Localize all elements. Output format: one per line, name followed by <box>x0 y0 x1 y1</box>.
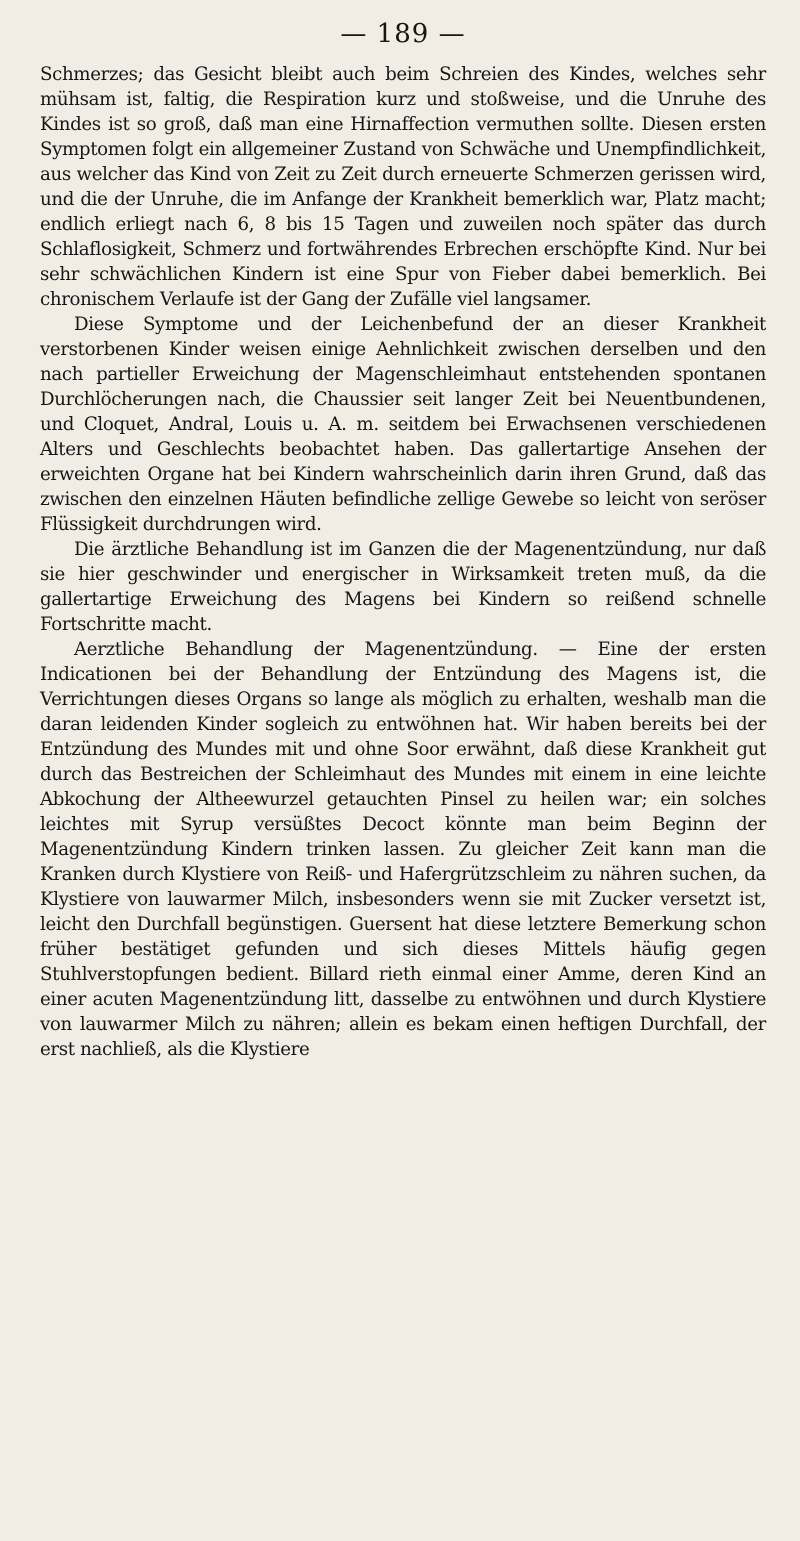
page-number: — 189 — <box>340 19 466 49</box>
paragraph-2: Diese Symptome und der Leichenbefund der an dieser Krankheit verstorbenen Kinder weisen einige Aehnlichkeit zwischen derselben und den nach partieller Erweichung der Magenschleimhaut entstehenden spontanen Durchlöcherungen nach, die Chaussier seit langer Zeit bei Neuentbundenen, und Cloquet, Andral, Louis u. A. m. seitdem bei Erwachsenen verschiedenen Alters und Geschlechts beobachtet haben. Das gallertartige Ansehen der erweichten Organe hat bei Kindern wahrscheinlich darin ihren Grund, daß das zwischen den einzelnen Häuten befindliche zellige Gewebe so leicht von seröser Flüssigkeit durchdrungen wird. <box>40 314 766 535</box>
paragraph-3: Die ärztliche Behandlung ist im Ganzen die der Magenentzündung, nur daß sie hier geschwinder und energischer in Wirksamkeit treten muß, da die gallertartige Erweichung des Magens bei Kindern so reißend schnelle Fortschritte macht. <box>40 539 766 635</box>
paragraph-4: Aerztliche Behandlung der Magenentzündung. — Eine der ersten Indicationen bei der Behandlung der Entzündung des Magens ist, die Verrichtungen dieses Organs so lange als möglich zu erhalten, weshalb man die daran leidenden Kinder sogleich zu entwöhnen hat. Wir haben bereits bei der Entzündung des Mundes mit und ohne Soor erwähnt, daß diese Krankheit gut durch das Bestreichen der Schleimhaut des Mundes mit einem in eine leichte Abkochung der Altheewurzel getauchten Pinsel zu heilen war; ein solches leichtes mit Syrup versüßtes Decoct könnte man beim Beginn der Magenentzündung Kindern trinken lassen. Zu gleicher Zeit kann man die Kranken durch Klystiere von Reiß- und Hafergrützschleim zu nähren suchen, da Klystiere von lauwarmer Milch, insbesonders wenn sie mit Zucker versetzt ist, leicht den Durchfall begünstigen. Guersent hat diese letztere Bemerkung schon früher bestätiget gefunden und sich dieses Mittels häufig gegen Stuhlverstopfungen bedient. Billard rieth einmal einer Amme, deren Kind an einer acuten Magenentzündung litt, dasselbe zu entwöhnen und durch Klystiere von lauwarmer Milch zu nähren; allein es bekam einen heftigen Durchfall, der erst nachließ, als die Klystiere <box>40 639 766 1060</box>
page-body <box>40 62 766 1062</box>
paragraph-1: Schmerzes; das Gesicht bleibt auch beim Schreien des Kindes, welches sehr mühsam ist, faltig, die Respiration kurz und stoßweise, und die Unruhe des Kindes ist so groß, daß man eine Hirnaffection vermuthen sollte. Diesen ersten Symptomen folgt ein allgemeiner Zustand von Schwäche und Unempfindlichkeit, aus welcher das Kind von Zeit zu Zeit durch erneuerte Schmerzen gerissen wird, und die der Unruhe, die im Anfange der Krankheit bemerklich war, Platz macht; endlich erliegt nach 6, 8 bis 15 Tagen und zuweilen noch später das durch Schlaflosigkeit, Schmerz und fortwährendes Erbrechen erschöpfte Kind. Nur bei sehr schwächlichen Kindern ist eine Spur von Fieber dabei bemerklich. Bei chronischem Verlaufe ist der Gang der Zufälle viel langsamer. <box>40 64 766 310</box>
